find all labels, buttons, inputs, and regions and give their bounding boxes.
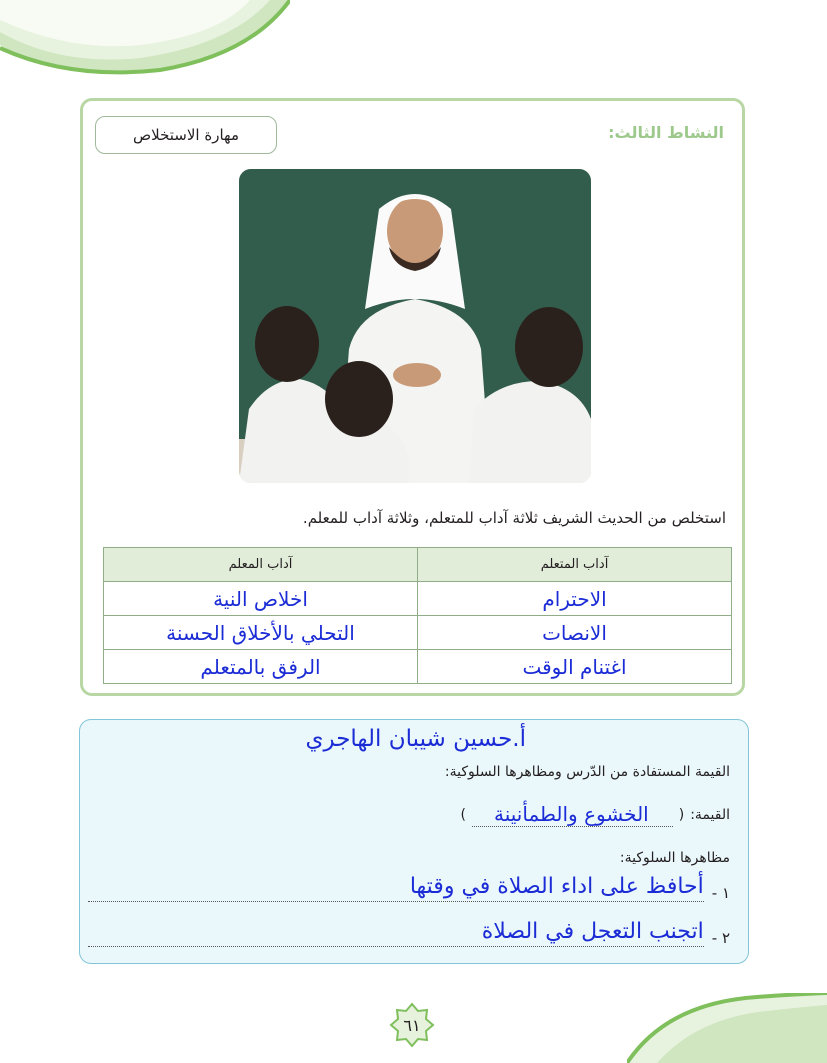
activity-box: [80, 98, 745, 696]
etiquette-table: [103, 547, 732, 684]
header-teacher-etiquette: آداب المعلم: [104, 548, 418, 582]
teacher-students-illustration: [239, 169, 591, 483]
author-name: أ.حسين شيبان الهاجري: [305, 726, 526, 752]
header-student-etiquette: آداب المتعلم: [418, 548, 732, 582]
table-row: [104, 582, 732, 616]
table-row: [104, 650, 732, 684]
manifest-item: [88, 918, 730, 947]
value-answer: الخشوع والطمأنينة: [472, 802, 673, 827]
table-cell: اخلاص النية: [104, 582, 418, 616]
manifest-heading: مظاهرها السلوكية:: [619, 850, 730, 866]
activity-title: النشاط الثالث:: [608, 123, 724, 142]
table-cell: الانصات: [418, 616, 732, 650]
page-number: [389, 1002, 435, 1048]
table-cell: الرفق بالمتعلم: [104, 650, 418, 684]
table-cell: التحلي بالأخلاق الحسنة: [104, 616, 418, 650]
manifest-answer: اتجنب التعجل في الصلاة: [88, 918, 704, 947]
skill-tag: مهارة الاستخلاص: [95, 116, 277, 154]
corner-ornament-bottom: [627, 993, 827, 1063]
instruction-text: استخلص من الحديث الشريف ثلاثة آداب للمتعلم، وثلاثة آداب للمعلم.: [302, 509, 726, 527]
table-header-row: [104, 548, 732, 582]
table-row: [104, 616, 732, 650]
values-heading: القيمة المستفادة من الدّرس ومظاهرها السلوكية:: [444, 764, 730, 780]
manifest-number: ١ -: [711, 884, 730, 902]
manifest-item: [88, 873, 730, 902]
paren-open: (: [678, 806, 685, 823]
manifest-answer: أحافظ على اداء الصلاة في وقتها: [88, 873, 704, 902]
corner-ornament-top: [0, 0, 290, 75]
paren-close: ): [460, 806, 466, 823]
manifest-number: ٢ -: [711, 929, 730, 947]
values-box: [79, 719, 749, 964]
table-cell: اغتنام الوقت: [418, 650, 732, 684]
value-label: القيمة:: [690, 806, 730, 823]
classroom-photo: [239, 169, 591, 483]
page-number-text: ٦١: [403, 1015, 421, 1035]
table-cell: الاحترام: [418, 582, 732, 616]
value-row: [461, 802, 730, 827]
